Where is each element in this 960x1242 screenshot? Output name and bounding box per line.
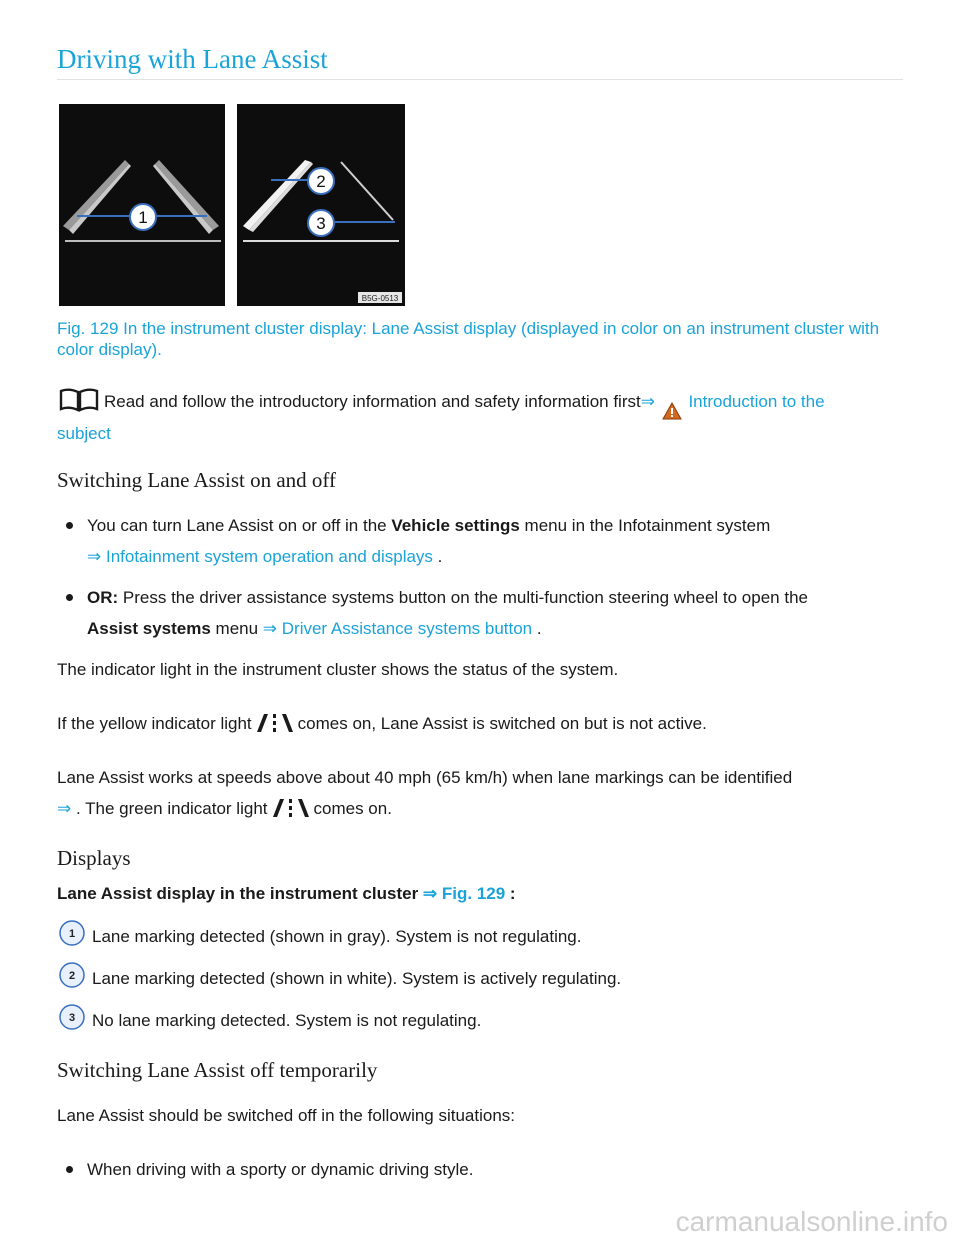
lane-assist-figure: [59, 104, 405, 306]
warning-arrow-link[interactable]: ⇒: [57, 799, 72, 818]
figure-caption: Fig. 129 In the instrument cluster display: Lane Assist display (displayed in color on an instrument cluster with color display).: [57, 319, 880, 359]
bullet-end: .: [432, 547, 443, 566]
yellow-light-paragraph: [57, 708, 707, 739]
bullet-text: Press the driver assistance systems button on the multi-function steering wheel to open the: [118, 588, 808, 607]
warning-icon: [662, 401, 682, 421]
infotainment-link[interactable]: ⇒ Infotainment system operation and displays: [87, 547, 433, 566]
book-icon: [58, 388, 100, 412]
section-heading-temporarily: Switching Lane Assist off temporarily: [57, 1058, 378, 1082]
svg-text:3: 3: [316, 214, 326, 233]
para-text: comes on.: [313, 799, 392, 818]
list-item: [87, 582, 907, 644]
bullet-bold: OR:: [87, 588, 119, 607]
driver-assist-link[interactable]: ⇒ Driver Assistance systems button: [262, 619, 533, 638]
page-title: Driving with Lane Assist: [57, 44, 328, 74]
speed-paragraph: [57, 762, 897, 824]
displays-lead: [57, 878, 516, 909]
para-text: If the yellow indicator light: [57, 714, 252, 733]
bullet-text: menu in the Infotainment system: [519, 516, 771, 535]
intro-text: Read and follow the introductory information and safety information first: [104, 392, 641, 411]
figure-callout-3: [308, 210, 334, 236]
lane-indicator-icon: [272, 798, 310, 818]
title-divider: [57, 79, 903, 80]
bullet-text: You can turn Lane Assist on or off in the: [87, 516, 392, 535]
section-heading-displays: Displays: [57, 846, 131, 870]
intro-line: [104, 386, 904, 421]
svg-text:2: 2: [316, 172, 326, 191]
lead-end: :: [505, 884, 516, 903]
watermark: carmanualsonline.info: [675, 1206, 948, 1237]
display-item-3: No lane marking detected. System is not regulating.: [92, 1011, 482, 1030]
status-paragraph: The indicator light in the instrument cluster shows the status of the system.: [57, 660, 619, 679]
svg-text:1: 1: [138, 208, 148, 227]
list-item: When driving with a sporty or dynamic driving style.: [87, 1154, 907, 1185]
list-item: [87, 510, 907, 572]
para-text: . The green indicator light: [71, 799, 268, 818]
bullet-end: .: [532, 619, 542, 638]
display-item-2: Lane marking detected (shown in white). System is actively regulating.: [92, 969, 622, 988]
figure-callout-1: [130, 204, 156, 230]
callout-badge-3: [59, 1004, 85, 1030]
figure-code: B5G-0513: [361, 294, 399, 303]
fig-link[interactable]: ⇒ Fig. 129: [422, 884, 506, 903]
para-text: Lane Assist works at speeds above about 40 mph (65 km/h) when lane markings can be identified: [57, 768, 793, 787]
callout-badge-1: [59, 920, 85, 946]
bullet-bold: Vehicle settings: [391, 516, 520, 535]
callout-badge-2: [59, 962, 85, 988]
figure-callout-2: [308, 168, 334, 194]
lead-bold: Lane Assist display in the instrument cluster: [57, 884, 423, 903]
display-item-1: Lane marking detected (shown in gray). System is not regulating.: [92, 927, 582, 946]
intro-link[interactable]: Introduction to the: [688, 392, 825, 411]
bullet-text: menu: [210, 619, 263, 638]
situations-paragraph: Lane Assist should be switched off in the following situations:: [57, 1106, 516, 1125]
svg-text:3: 3: [68, 1012, 76, 1024]
svg-text:1: 1: [68, 928, 76, 940]
intro-link-cont[interactable]: subject: [57, 424, 111, 443]
lane-indicator-icon: [256, 713, 294, 733]
bullet-bold: Assist systems: [87, 619, 211, 638]
para-text: comes on, Lane Assist is switched on but is not active.: [297, 714, 707, 733]
intro-arrow[interactable]: ⇒: [640, 392, 655, 411]
section-heading-on-off: Switching Lane Assist on and off: [57, 468, 337, 492]
svg-text:2: 2: [68, 970, 76, 982]
